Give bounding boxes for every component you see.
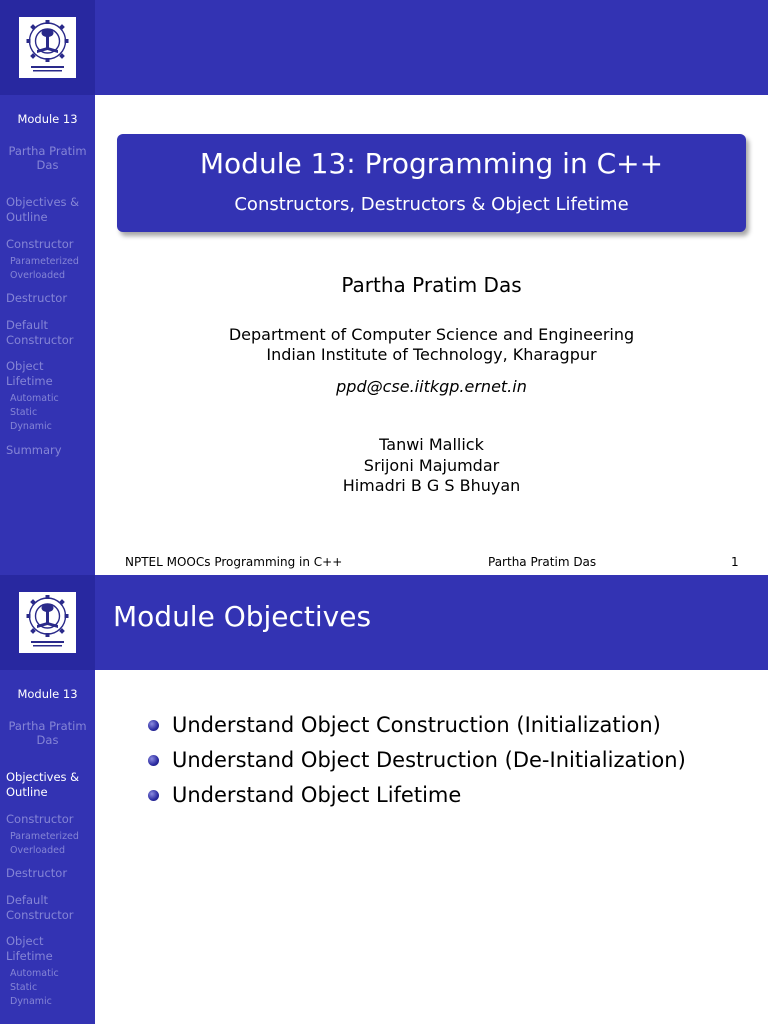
sidebar-item-parameterized[interactable]: Parameterized — [10, 831, 79, 842]
sidebar-item-default-line2[interactable]: Constructor — [6, 333, 74, 347]
sidebar-item-author-line1[interactable]: Partha Pratim — [8, 144, 87, 158]
institute: Indian Institute of Technology, Kharagpur — [266, 345, 597, 364]
sidebar-item-author-line1[interactable]: Partha Pratim — [8, 719, 87, 733]
logo-area — [0, 575, 95, 670]
slide-title: Module 13: Programming in C++ — [199, 147, 664, 180]
bullet-icon — [148, 790, 159, 801]
sidebar-item-destructor[interactable]: Destructor — [6, 866, 68, 880]
sidebar-item-author-line2[interactable]: Das — [36, 158, 59, 172]
footer-author: Partha Pratim Das — [488, 555, 597, 569]
affiliation — [95, 325, 768, 365]
slide-subtitle: Constructors, Destructors & Object Lifetime — [234, 194, 629, 215]
sidebar-item-default-line1[interactable]: Default — [6, 318, 49, 332]
bullet-icon — [148, 720, 159, 731]
sidebar-item-summary[interactable]: Summary — [6, 443, 62, 457]
sidebar-item-automatic[interactable]: Automatic — [10, 968, 59, 979]
list-item — [148, 743, 686, 778]
sidebar-item-module[interactable]: Module 13 — [17, 687, 78, 701]
footer-page-number: 1 — [731, 555, 739, 569]
sidebar-item-parameterized[interactable]: Parameterized — [10, 256, 79, 267]
objectives-slide — [0, 575, 768, 1024]
sidebar-item-lifetime-line1[interactable]: Object — [6, 934, 44, 948]
sidebar-item-objectives-line1[interactable]: Objectives & — [6, 195, 80, 209]
list-item-text: Understand Object Construction (Initialization) — [172, 713, 661, 737]
objectives-list — [148, 708, 686, 813]
logo-area — [0, 0, 95, 95]
assistant-name: Himadri B G S Bhuyan — [342, 476, 521, 495]
title-box — [117, 134, 746, 232]
author-name: Partha Pratim Das — [341, 273, 522, 297]
sidebar-item-overloaded[interactable]: Overloaded — [10, 270, 66, 281]
sidebar-item-objectives-line1[interactable]: Objectives & — [6, 770, 80, 784]
title-bar — [95, 0, 768, 95]
sidebar-item-destructor[interactable]: Destructor — [6, 291, 68, 305]
slide-heading: Module Objectives — [113, 600, 372, 633]
sidebar-item-lifetime-line2[interactable]: Lifetime — [6, 374, 53, 388]
sidebar-item-dynamic[interactable]: Dynamic — [10, 996, 52, 1007]
iit-kharagpur-logo-icon — [19, 592, 76, 653]
sidebar-item-dynamic[interactable]: Dynamic — [10, 421, 52, 432]
sidebar-item-author-line2[interactable]: Das — [36, 733, 59, 747]
list-item — [148, 778, 686, 813]
assistant-name: Tanwi Mallick — [379, 435, 484, 454]
sidebar-item-lifetime-line2[interactable]: Lifetime — [6, 949, 53, 963]
sidebar-item-constructor[interactable]: Constructor — [6, 812, 74, 826]
sidebar-item-static[interactable]: Static — [10, 982, 38, 993]
assistants-list — [95, 435, 768, 497]
assistant-name: Srijoni Majumdar — [363, 455, 500, 475]
sidebar-item-module[interactable]: Module 13 — [17, 112, 78, 126]
bullet-icon — [148, 755, 159, 766]
iit-kharagpur-logo-icon — [19, 17, 76, 78]
sidebar-item-overloaded[interactable]: Overloaded — [10, 845, 66, 856]
sidebar-item-static[interactable]: Static — [10, 407, 38, 418]
sidebar-item-default-line1[interactable]: Default — [6, 893, 49, 907]
footer-course: NPTEL MOOCs Programming in C++ — [125, 555, 343, 569]
department: Department of Computer Science and Engineering — [228, 325, 635, 344]
sidebar-item-lifetime-line1[interactable]: Object — [6, 359, 44, 373]
sidebar-item-objectives-line2[interactable]: Outline — [6, 210, 48, 224]
sidebar-item-objectives-line2[interactable]: Outline — [6, 785, 48, 799]
sidebar-item-automatic[interactable]: Automatic — [10, 393, 59, 404]
list-item — [148, 708, 686, 743]
author-email: ppd@cse.iitkgp.ernet.in — [336, 377, 527, 396]
sidebar-item-constructor[interactable]: Constructor — [6, 237, 74, 251]
list-item-text: Understand Object Lifetime — [172, 783, 462, 807]
sidebar-item-default-line2[interactable]: Constructor — [6, 908, 74, 922]
list-item-text: Understand Object Destruction (De-Initialization) — [172, 748, 686, 772]
